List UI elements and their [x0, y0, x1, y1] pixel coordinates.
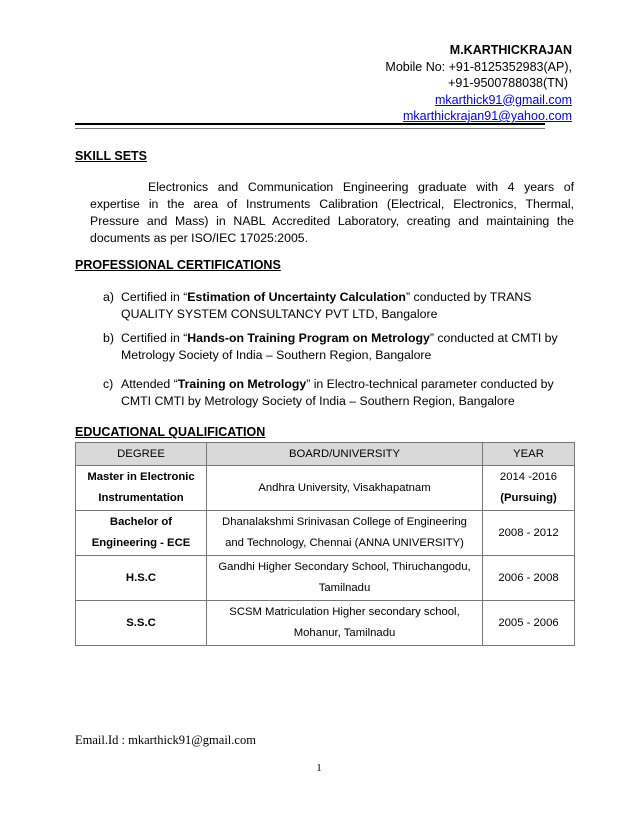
certification-item	[103, 330, 575, 364]
degree-cell: S.S.C	[76, 601, 207, 646]
board-cell: Dhanalakshmi Srinivasan College of Engineering and Technology, Chennai (ANNA UNIVERSITY)	[207, 511, 483, 556]
certification-label: a)	[103, 290, 114, 304]
page-number: 1	[316, 762, 322, 774]
year-cell: 2005 - 2006	[483, 601, 575, 646]
certifications-heading: PROFESSIONAL CERTIFICATIONS	[75, 258, 281, 272]
degree-cell: H.S.C	[76, 556, 207, 601]
certification-title: Hands-on Training Program on Metrology	[187, 331, 430, 345]
email-link-gmail[interactable]: mkarthick91@gmail.com	[434, 92, 572, 107]
skills-text: Electronics and Communication Engineering graduate with 4 years of expertise in the area of Instruments Calibration (Electrical, Electronics, Thermal, Pressure and Mass) in NABL Accredited Laboratory, creating and maintaining the documents as per ISO/IEC 17025:2005.	[90, 180, 574, 245]
certification-text-post: ” conducted by TRANS QUALITY SYSTEM CONSULTANCY PVT LTD, Bangalore	[121, 290, 532, 321]
certification-label: b)	[103, 331, 114, 345]
certification-text-pre: Attended “	[121, 377, 178, 391]
skills-heading: SKILL SETS	[75, 149, 148, 163]
column-header-year: YEAR	[483, 443, 575, 466]
email-link-yahoo[interactable]: mkarthickrajan91@yahoo.com	[402, 109, 572, 123]
footer-email: Email.Id : mkarthick91@gmail.com	[75, 733, 256, 747]
certification-label: c)	[103, 377, 114, 391]
degree-cell: Master in Electronic Instrumentation	[76, 466, 207, 511]
header-divider	[75, 123, 545, 125]
year-cell: 2014 -2016 (Pursuing)	[483, 466, 575, 511]
table-header-row	[76, 443, 575, 466]
table-row	[76, 601, 575, 646]
candidate-name: M.KARTHICKRAJAN	[449, 43, 572, 57]
contact-header	[272, 42, 572, 125]
certification-text-pre: Certified in “	[121, 290, 188, 304]
board-cell: Gandhi Higher Secondary School, Thiruchangodu, Tamilnadu	[207, 556, 483, 601]
column-header-board: BOARD/UNIVERSITY	[207, 443, 483, 466]
certification-title: Training on Metrology	[177, 377, 307, 391]
education-table	[75, 442, 575, 646]
skills-paragraph	[90, 179, 574, 247]
certification-text-post: ” in Electro-technical parameter conducted by CMTI CMTI by Metrology Society of India – Southern Region, Bangalore	[121, 377, 554, 408]
table-row	[76, 556, 575, 601]
mobile-number-secondary: +91-9500788038(TN)	[448, 76, 568, 90]
degree-cell: Bachelor of Engineering - ECE	[76, 511, 207, 556]
board-cell: Andhra University, Visakhapatnam	[207, 466, 483, 511]
year-cell: 2008 - 2012	[483, 511, 575, 556]
certification-item	[103, 289, 575, 323]
header-divider-thin	[75, 128, 545, 129]
board-cell: SCSM Matriculation Higher secondary school, Mohanur, Tamilnadu	[207, 601, 483, 646]
certification-item	[103, 376, 575, 410]
mobile-number-primary: Mobile No: +91-8125352983(AP),	[385, 59, 572, 74]
table-row	[76, 466, 575, 511]
certification-text-post: ” conducted at CMTI by Metrology Society of India – Southern Region, Bangalore	[121, 331, 558, 362]
certification-text-pre: Certified in “	[121, 331, 188, 345]
year-cell: 2006 - 2008	[483, 556, 575, 601]
certification-title: Estimation of Uncertainty Calculation	[187, 290, 406, 304]
table-row	[76, 511, 575, 556]
education-heading: EDUCATIONAL QUALIFICATION	[75, 425, 266, 439]
column-header-degree: DEGREE	[76, 443, 207, 466]
